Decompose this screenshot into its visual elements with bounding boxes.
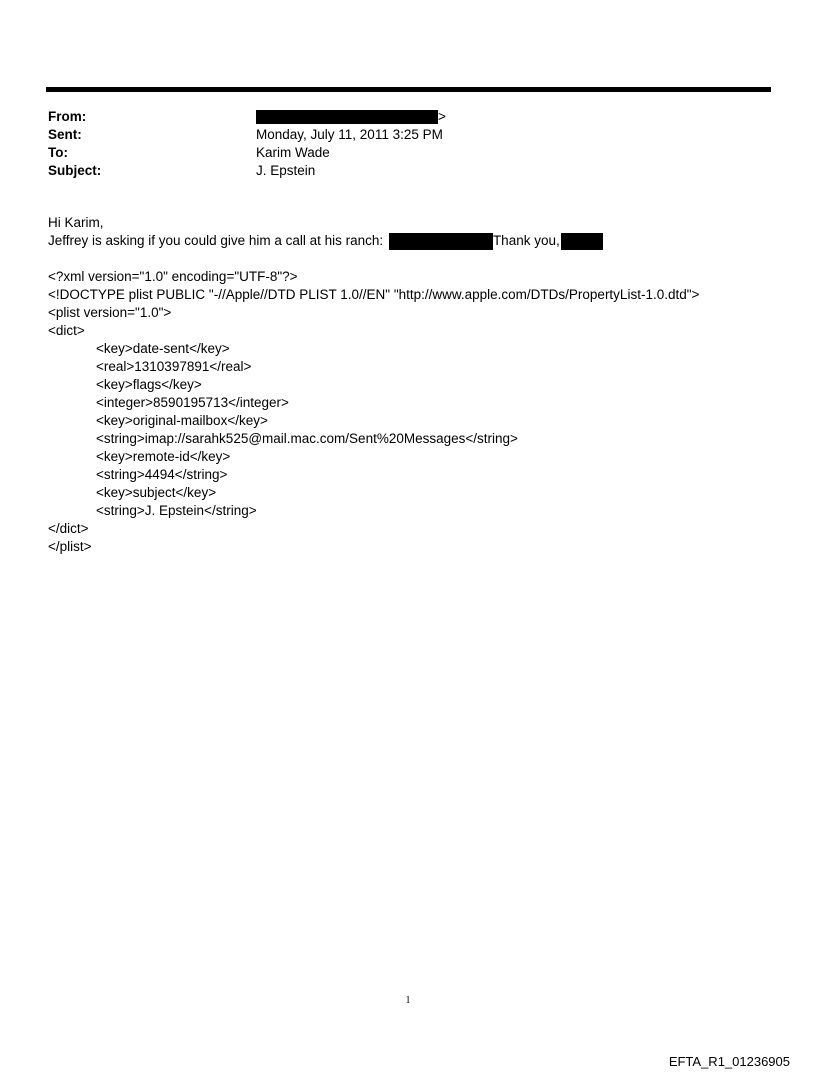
to-value: Karim Wade [256, 145, 330, 160]
to-row [48, 144, 748, 162]
body-line [48, 232, 603, 250]
plist-line: <key>date-sent</key> [96, 341, 230, 356]
page-number: 1 [405, 995, 411, 1006]
email-header [48, 108, 748, 180]
from-value [256, 108, 446, 126]
to-label: To: [48, 145, 68, 160]
sent-value: Monday, July 11, 2011 3:25 PM [256, 127, 443, 142]
plist-line: <integer>8590195713</integer> [96, 395, 289, 410]
plist-line: <!DOCTYPE plist PUBLIC "-//Apple//DTD PLIST 1.0//EN" "http://www.apple.com/DTDs/PropertyList-1.0.dtd"> [48, 287, 700, 302]
from-suffix: > [438, 109, 446, 124]
redaction-box [256, 110, 438, 124]
plist-line: <key>flags</key> [96, 377, 202, 392]
plist-line: </plist> [48, 539, 92, 554]
greeting: Hi Karim, [48, 215, 104, 230]
bates-number: EFTA_R1_01236905 [668, 1054, 790, 1069]
from-row [48, 108, 748, 126]
plist-line: <key>remote-id</key> [96, 449, 231, 464]
subject-row [48, 162, 748, 180]
plist-line: <key>subject</key> [96, 485, 217, 500]
body-line-text: Jeffrey is asking if you could give him a call at his ranch: [48, 233, 384, 248]
plist-line: <key>original-mailbox</key> [96, 413, 268, 428]
email-body [48, 214, 603, 250]
from-label: From: [48, 109, 87, 124]
plist-line: <string>J. Epstein</string> [96, 503, 257, 518]
sent-label: Sent: [48, 127, 82, 142]
sent-row [48, 126, 748, 144]
redaction-box [561, 233, 603, 250]
header-rule [46, 87, 771, 92]
plist-line: <dict> [48, 323, 85, 338]
plist-line: <real>1310397891</real> [96, 359, 252, 374]
plist-line: </dict> [48, 521, 89, 536]
plist-line: <?xml version="1.0" encoding="UTF-8"?> [48, 269, 298, 284]
subject-value: J. Epstein [256, 163, 316, 178]
subject-label: Subject: [48, 163, 102, 178]
plist-block [48, 268, 699, 556]
plist-line: <string>imap://sarahk525@mail.mac.com/Sent%20Messages</string> [96, 431, 518, 446]
plist-line: <plist version="1.0"> [48, 305, 172, 320]
closing-text: Thank you, [492, 233, 560, 248]
redaction-box [389, 233, 493, 250]
plist-line: <string>4494</string> [96, 467, 228, 482]
